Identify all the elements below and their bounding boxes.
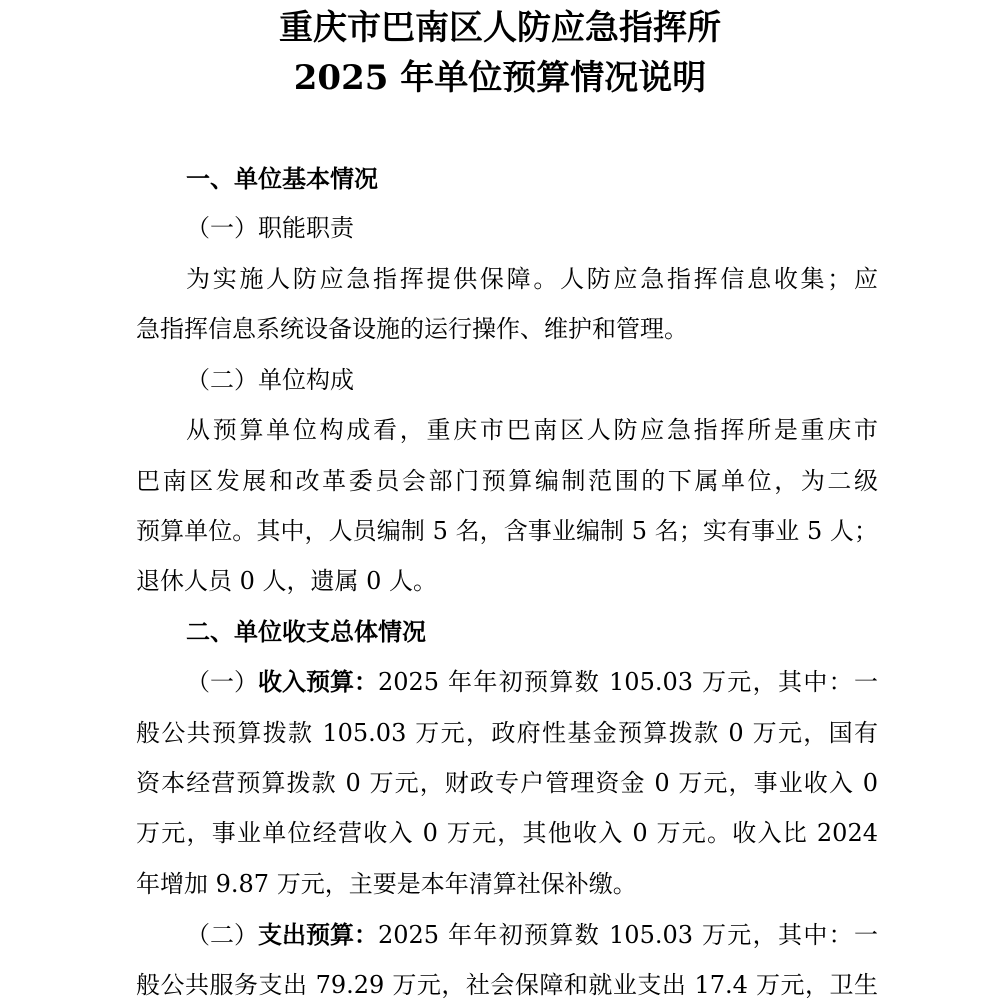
paragraph-line: 资本经营预算拨款 0 万元，财政专户管理资金 0 万元，事业收入 0 bbox=[136, 769, 878, 797]
income-budget-first-line bbox=[186, 667, 878, 697]
expense-budget-label: 支出预算： bbox=[258, 921, 378, 949]
expense-budget-first-line bbox=[186, 920, 878, 950]
paragraph-line: 为实施人防应急指挥提供保障。人防应急指挥信息收集；应 bbox=[186, 265, 878, 293]
document-title-line-1: 重庆市巴南区人防应急指挥所 bbox=[279, 8, 721, 48]
subsection-heading-functions: （一）职能职责 bbox=[186, 214, 354, 242]
paragraph-line: 年增加 9.87 万元，主要是本年清算社保补缴。 bbox=[136, 870, 637, 898]
income-budget-line-rest: 2025 年年初预算数 105.03 万元，其中：一 bbox=[378, 668, 878, 696]
section-heading-basic-info: 一、单位基本情况 bbox=[186, 165, 378, 193]
paragraph-line: 巴南区发展和改革委员会部门预算编制范围的下属单位，为二级 bbox=[136, 467, 878, 495]
income-budget-label: 收入预算： bbox=[258, 668, 378, 696]
paragraph-line: 般公共预算拨款 105.03 万元，政府性基金预算拨款 0 万元，国有 bbox=[136, 719, 878, 747]
paragraph-line: 从预算单位构成看，重庆市巴南区人防应急指挥所是重庆市 bbox=[186, 416, 878, 444]
expense-budget-prefix: （二） bbox=[186, 921, 258, 949]
paragraph-line: 般公共服务支出 79.29 万元，社会保障和就业支出 17.4 万元，卫生 bbox=[136, 971, 878, 999]
income-budget-prefix: （一） bbox=[186, 668, 258, 696]
paragraph-line: 万元，事业单位经营收入 0 万元，其他收入 0 万元。收入比 2024 bbox=[136, 819, 878, 847]
paragraph-line: 急指挥信息系统设备设施的运行操作、维护和管理。 bbox=[136, 315, 688, 343]
expense-budget-line-rest: 2025 年年初预算数 105.03 万元，其中：一 bbox=[378, 921, 878, 949]
subsection-heading-composition: （二）单位构成 bbox=[186, 366, 354, 394]
paragraph-line: 预算单位。其中，人员编制 5 名，含事业编制 5 名；实有事业 5 人； bbox=[136, 517, 878, 545]
paragraph-line: 退休人员 0 人，遗属 0 人。 bbox=[136, 567, 438, 595]
section-heading-budget-overview: 二、单位收支总体情况 bbox=[186, 618, 426, 646]
document-title-line-2: 2025 年单位预算情况说明 bbox=[293, 58, 707, 98]
